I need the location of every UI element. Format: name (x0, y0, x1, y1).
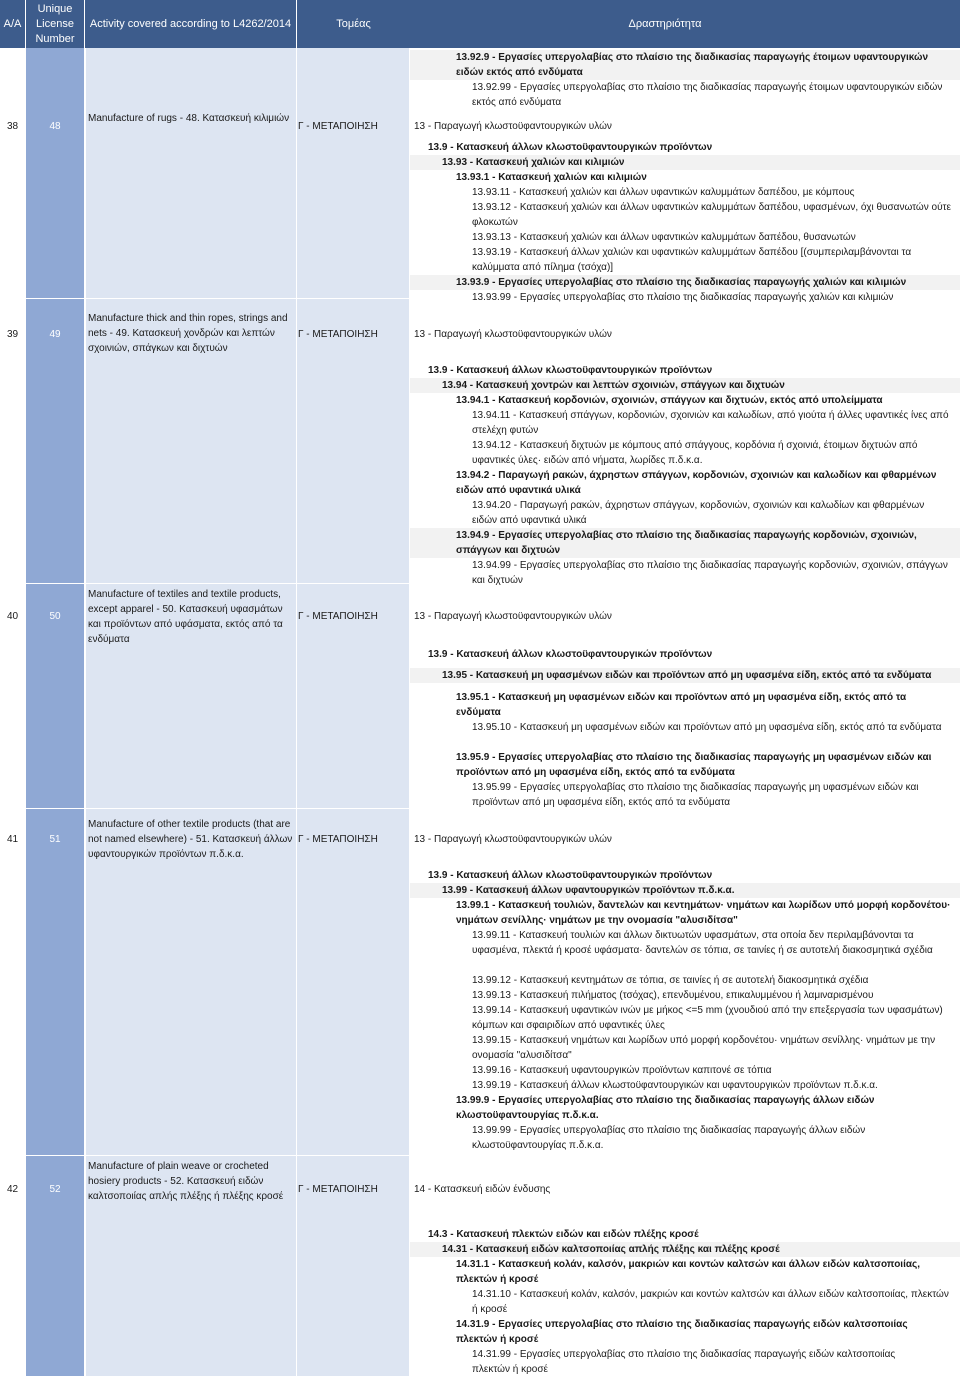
row-aa: 42 (6, 1184, 19, 1195)
continuation-item: 13.92.9 - Εργασίες υπεργολαβίας στο πλαίσιο της διαδικασίας παραγωγής έτοιμων υφαντουργικών ειδών εκτός από ενδύματα (456, 52, 929, 78)
activity-item: 14.31 - Κατασκευή ειδών καλτσοποιίας απλής πλέξης και πλέξης κροσέ (442, 1244, 780, 1255)
row-main-category: 13 - Παραγωγή κλωστοϋφαντουργικών υλών (414, 121, 612, 132)
row-aa: 39 (6, 329, 19, 340)
header-aa: A/A (0, 0, 25, 48)
activity-item: 14.31.10 - Κατασκευή κολάν, καλσόν, μακριών και κοντών καλτσών και άλλων ειδών καλτσοποιίας, πλεκτών ή κροσέ (472, 1289, 949, 1315)
activity-item: 13.99.9 - Εργασίες υπεργολαβίας στο πλαίσιο της διαδικασίας παραγωγής άλλων ειδών κλωστοϋφαντουργίας π.δ.κ.α. (456, 1095, 875, 1121)
header-license: Unique License Number (26, 0, 84, 48)
activity-item: 13.93 - Κατασκευή χαλιών και κιλιμιών (442, 157, 625, 168)
activity-item: 13.94.12 - Κατασκευή διχτυών με κόμπους από σπάγγους, κορδόνια ή σχοινιά, έτοιμων διχτυών από υφαντικές ύλες· ειδών από νήματα, λωρίδες π.δ.κ.α. (472, 440, 918, 466)
activity-item: 13.93.99 - Εργασίες υπεργολαβίας στο πλαίσιο της διαδικασίας παραγωγής χαλιών και κιλιμιών (472, 292, 894, 303)
activity-item: 13.94 - Κατασκευή χοντρών και λεπτών σχοινιών, σπάγγων και διχτυών (442, 380, 785, 391)
row-main-category: 13 - Παραγωγή κλωστοϋφαντουργικών υλών (414, 834, 612, 845)
activity-item: 14.31.9 - Εργασίες υπεργολαβίας στο πλαίσιο της διαδικασίας παραγωγής ειδών καλτσοποιίας πλεκτών ή κροσέ (456, 1319, 908, 1345)
row-activity: Manufacture thick and thin ropes, strings and nets - 49. Κατασκευή χονδρών και λεπτών σχοινιών, σπάγκων και διχτυών (88, 313, 288, 354)
activity-item: 13.9 - Κατασκευή άλλων κλωστοϋφαντουργικών προϊόντων (428, 142, 713, 153)
activity-item: 13.93.1 - Κατασκευή χαλιών και κιλιμιών (456, 172, 647, 183)
activity-item: 13.99.15 - Κατασκευή νημάτων και λωρίδων υπό μορφή κορδονέτου· νημάτων σενίλλης· νημάτων με την ονομασία "αλυσιδίτσα" (472, 1035, 936, 1061)
activity-item: 13.99.99 - Εργασίες υπεργολαβίας στο πλαίσιο της διαδικασίας παραγωγής άλλων ειδών κλωστοϋφαντουργίας π.δ.κ.α. (472, 1125, 866, 1151)
license-column-bg (26, 48, 84, 1376)
row-license: 50 (49, 611, 61, 622)
activity-item: 13.99.16 - Κατασκευή υφαντουργικών προϊόντων καπιτονέ σε τόπια (472, 1065, 772, 1076)
activity-item: 13.94.9 - Εργασίες υπεργολαβίας στο πλαίσιο της διαδικασίας παραγωγής κορδονιών, σχοινιών, σπάγγων και διχτυών (456, 530, 917, 556)
header-sector: Τομέας (297, 0, 410, 48)
row-license: 52 (49, 1184, 61, 1195)
row-sector: Γ - ΜΕΤΑΠΟΙΗΣΗ (298, 121, 378, 132)
row-aa: 38 (6, 121, 19, 132)
row-license: 51 (49, 834, 61, 845)
row-license: 48 (49, 121, 61, 132)
row-sector: Γ - ΜΕΤΑΠΟΙΗΣΗ (298, 834, 378, 845)
row-sector: Γ - ΜΕΤΑΠΟΙΗΣΗ (298, 329, 378, 340)
row-activity: Manufacture of plain weave or crocheted hosiery products - 52. Κατασκευή ειδών καλτσοποιίας απλής πλέξης ή πλέξης κροσέ (88, 1161, 284, 1202)
activity-item: 13.99.1 - Κατασκευή τουλιών, δαντελών και κεντημάτων· νημάτων και λωρίδων υπό μορφή κορδονέτου· νημάτων σενίλλης· νημάτων με την ονομασία "αλυσιδίτσα" (456, 900, 951, 926)
row-sector: Γ - ΜΕΤΑΠΟΙΗΣΗ (298, 611, 378, 622)
activity-item: 13.93.9 - Εργασίες υπεργολαβίας στο πλαίσιο της διαδικασίας παραγωγής χαλιών και κιλιμιών (456, 277, 907, 288)
activity-item: 13.94.1 - Κατασκευή κορδονιών, σχοινιών, σπάγγων και διχτυών, εκτός από υπολείμματα (456, 395, 883, 406)
activity-item: 13.94.20 - Παραγωγή ρακών, άχρηστων σπάγγων, κορδονιών, σχοινιών και καλωδίων και φθαρμένων ειδών από υφαντικά υλικά (472, 500, 925, 526)
header-activity: Activity covered according to L4262/2014 (85, 0, 296, 48)
continuation-item: 13.92.99 - Εργασίες υπεργολαβίας στο πλαίσιο της διαδικασίας παραγωγής έτοιμων υφαντουργικών ειδών εκτός από ενδύματα (472, 82, 943, 108)
header-drastiriotita: Δραστηριότητα (410, 0, 960, 48)
activity-item: 13.99.12 - Κατασκευή κεντημάτων σε τόπια, σε ταινίες ή σε αυτοτελή διακοσμητικά σχέδια (472, 975, 869, 986)
activity-item: 13.99 - Κατασκευή άλλων υφαντουργικών προϊόντων π.δ.κ.α. (442, 885, 735, 896)
row-activity: Manufacture of other textile products (that are not named elsewhere) - 51. Κατασκευή άλλων υφαντουργικών προϊόντων π.δ.κ.α. (88, 819, 293, 860)
activity-item: 13.9 - Κατασκευή άλλων κλωστοϋφαντουργικών προϊόντων (428, 649, 713, 660)
aa-column-bg (0, 48, 25, 1376)
activity-item: 13.95.99 - Εργασίες υπεργολαβίας στο πλαίσιο της διαδικασίας παραγωγής μη υφασμένων ειδών και προϊόντων από μη υφασμένα είδη, εκτός από τα ενδύματα (472, 782, 919, 808)
activity-item: 13.95 - Κατασκευή μη υφασμένων ειδών και προϊόντων από μη υφασμένα είδη, εκτός από τα ενδύματα (442, 670, 932, 681)
activity-item: 13.99.11 - Κατασκευή τουλιών και άλλων δικτυωτών υφασμάτων, στα οποία δεν περιλαμβάνονται τα υφασμένα, πλεκτά ή κροσέ υφάσματα· δαντελών σε τόπια, σε ταινίες ή σε αυτοτελή διακοσμητικά σχέδια (472, 930, 933, 956)
activity-item: 13.9 - Κατασκευή άλλων κλωστοϋφαντουργικών προϊόντων (428, 365, 713, 376)
activity-item: 13.94.2 - Παραγωγή ρακών, άχρηστων σπάγγων, κορδονιών, σχοινιών και καλωδίων και φθαρμένων ειδών από υφαντικά υλικά (456, 470, 937, 496)
row-main-category: 14 - Κατασκευή ειδών ένδυσης (414, 1184, 551, 1195)
activity-item: 13.93.12 - Κατασκευή χαλιών και άλλων υφαντικών καλυμμάτων δαπέδου, υφασμένων, όχι θυσανωτών ούτε φλοκωτών (472, 202, 951, 228)
activity-item: 13.95.10 - Κατασκευή μη υφασμένων ειδών και προϊόντων από μη υφασμένα είδη, εκτός από τα ενδύματα (472, 722, 942, 733)
row-aa: 40 (6, 611, 19, 622)
activity-item: 13.94.99 - Εργασίες υπεργολαβίας στο πλαίσιο της διαδικασίας παραγωγής κορδονιών, σχοινιών, σπάγγων και διχτυών (472, 560, 948, 586)
sector-column-bg (297, 48, 409, 1376)
activity-item: 13.95.1 - Κατασκευή μη υφασμένων ειδών και προϊόντων από μη υφασμένα είδη, εκτός από τα ενδύματα (456, 692, 907, 718)
activity-item: 13.93.19 - Κατασκευή άλλων χαλιών και υφαντικών καλυμμάτων δαπέδου [(συμπεριλαμβάνονται τα καλύμματα από πίλημα (τσόχα)] (472, 247, 912, 273)
activity-item: 14.3 - Κατασκευή πλεκτών ειδών και ειδών πλέξης κροσέ (428, 1229, 699, 1240)
activity-item: 14.31.99 - Εργασίες υπεργολαβίας στο πλαίσιο της διαδικασίας παραγωγής ειδών καλτσοποιίας πλεκτών ή κροσέ (472, 1349, 896, 1375)
activity-item: 13.93.13 - Κατασκευή χαλιών και άλλων υφαντικών καλυμμάτων δαπέδου, θυσανωτών (472, 232, 856, 243)
row-main-category: 13 - Παραγωγή κλωστοϋφαντουργικών υλών (414, 611, 612, 622)
activity-item: 13.99.14 - Κατασκευή υφαντικών ινών με μήκος <=5 mm (χνουδιού από την επεξεργασία των υφασμάτων) κόμπων και σφαιριδίων από υφαντικές ύλες (472, 1005, 943, 1031)
activity-item: 13.95.9 - Εργασίες υπεργολαβίας στο πλαίσιο της διαδικασίας παραγωγής μη υφασμένων ειδών και προϊόντων από μη υφασμένα είδη, εκτός από τα ενδύματα (456, 752, 932, 778)
row-separator (0, 1155, 960, 1156)
activity-item: 13.99.13 - Κατασκευή πιλήματος (τσόχας), επενδυμένου, επικαλυμμένου ή λαμιναρισμένου (472, 990, 874, 1001)
row-main-category: 13 - Παραγωγή κλωστοϋφαντουργικών υλών (414, 329, 612, 340)
activity-item: 13.93.11 - Κατασκευή χαλιών και άλλων υφαντικών καλυμμάτων δαπέδου, με κόμπους (472, 187, 855, 198)
activity-item: 13.94.11 - Κατασκευή σπάγγων, κορδονιών, σχοινιών και καλωδίων, από γιούτα ή άλλες υφαντικές ίνες από στελέχη φυτών (472, 410, 949, 436)
activity-item: 13.99.19 - Κατασκευή άλλων κλωστοϋφαντουργικών και υφαντουργικών προϊόντων π.δ.κ.α. (472, 1080, 878, 1091)
activity-item: 14.31.1 - Κατασκευή κολάν, καλσόν, μακριών και κοντών καλτσών και άλλων ειδών καλτσοποιίας, πλεκτών ή κροσέ (456, 1259, 920, 1285)
row-activity: Manufacture of textiles and textile products, except apparel - 50. Κατασκευή υφασμάτων και προϊόντων από υφάσματα, εκτός από τα ενδύματα (88, 589, 283, 645)
row-license: 49 (49, 329, 61, 340)
row-activity: Manufacture of rugs - 48. Κατασκευή κιλιμιών (88, 113, 290, 124)
row-sector: Γ - ΜΕΤΑΠΟΙΗΣΗ (298, 1184, 378, 1195)
row-aa: 41 (6, 834, 19, 845)
activity-item: 13.9 - Κατασκευή άλλων κλωστοϋφαντουργικών προϊόντων (428, 870, 713, 881)
